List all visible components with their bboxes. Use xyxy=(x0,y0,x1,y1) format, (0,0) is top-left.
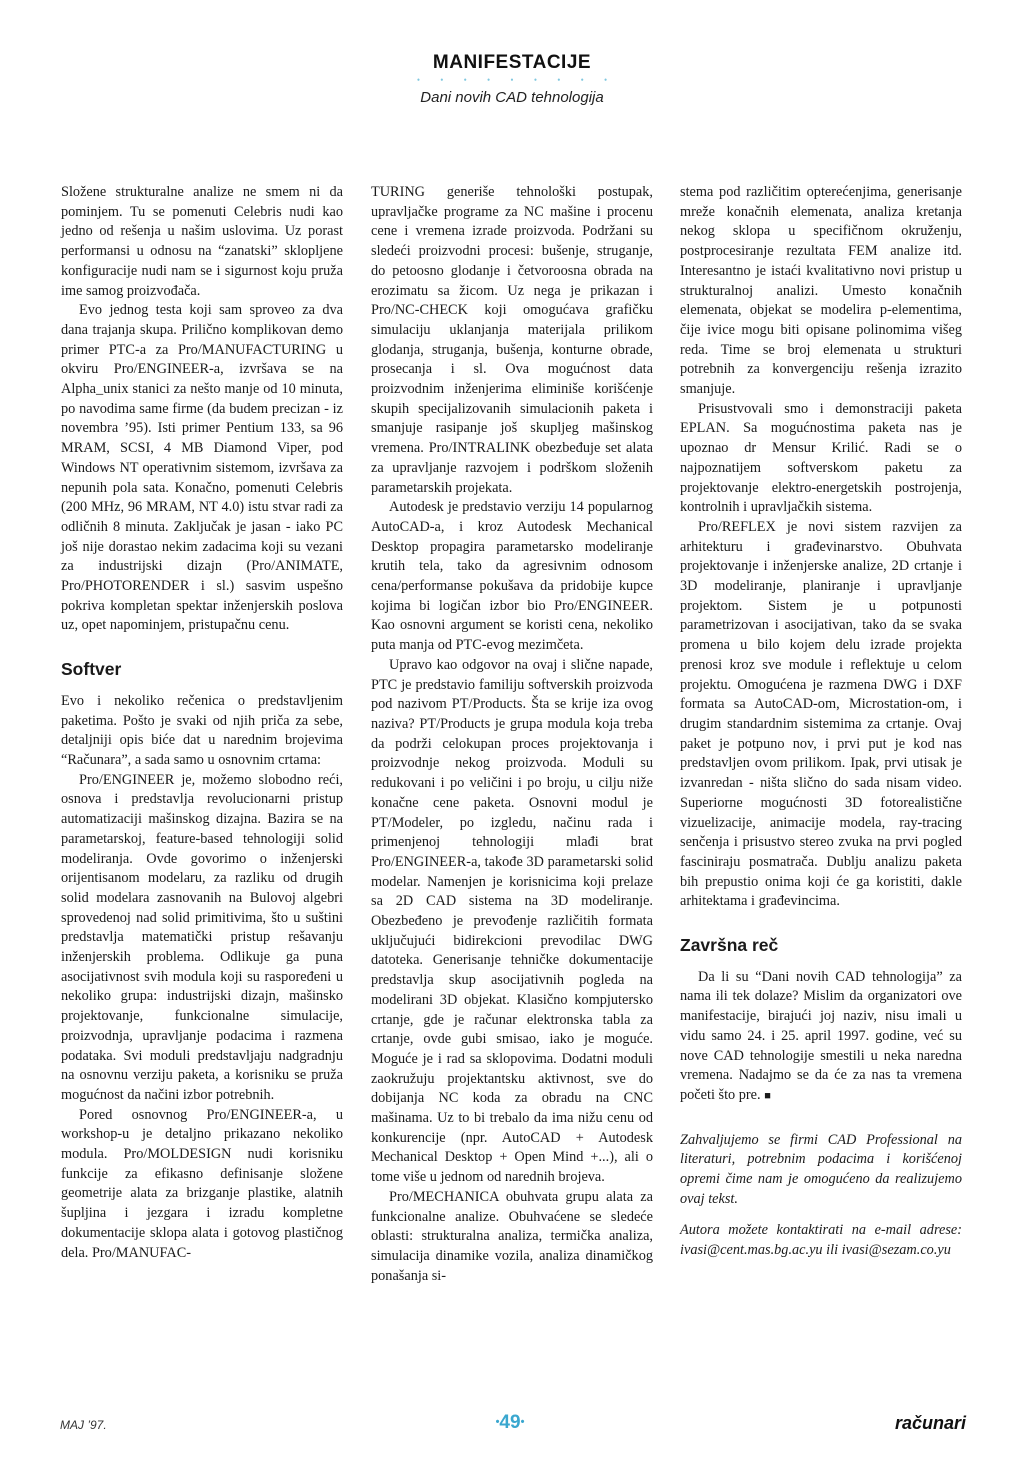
page-number-value: 49 xyxy=(499,1412,521,1433)
decorative-dots: • • • • • • • • • xyxy=(416,75,617,85)
paragraph: Pro/ENGINEER je, možemo slobodno reći, osnova i predstavlja revolucionarni pristup automatizaciji mašinskog dizajna. Bazira se na parametarskoj, feature-based tehnologiji solid modeliranja. Ovde govorimo o inženjerski orijentisanom modelaru, za razliku od drugih solid modelara zasnovanih na Bulovoj algebri sprovedenoj nad solid primitivima, što u suštini predstavlja matematički pristup rešavanju inženjerskih problema. Odlikuje ga puna asocijativnost svih modula koji su raspoređeni u nekoliko grupa: industrijski dizajn, mašinsko projektovanje, funkcionalne simulacije, proizvodnja, upravljanje podacima i razmena podataka. Svi moduli predstavljaju nadgradnju na osnovnu verziju paketa, a korisniku se pruža mogućnost da načini izbor potrebnih. xyxy=(61,771,343,1103)
issue-date: MAJ ’97. xyxy=(60,1418,107,1432)
article-column-3 xyxy=(680,183,962,1261)
paragraph: stema pod različitim opterećenjima, generisanje mreže konačnih elemenata, analiza kretanja nekog sklopa u specifičnom okruženju, postprocesiranje rezultata FEM analize itd. Interesantno je istaći kvalitativno novi pristup u strukturalnoj analizi. Umesto konačnih elemenata, objekat se modelira p-elementima, čije ivice mogu biti opisane polinomima višeg reda. Time se broj elemenata u strukturi potrebnih za konvergenciju rešenja izrazito smanjuje. xyxy=(680,184,962,398)
section-heading-softver: Softver xyxy=(61,659,122,680)
paragraph: Prisustvovali smo i demonstraciji paketa EPLAN. Sa mogućnostima paketa nas je upoznao dr Mensur Krilić. Radi se o najpoznatijem softverskom paketu za projektovanje elektro-energetskih postrojenja, kontrolnih i upravljačkih sistema. xyxy=(680,400,962,516)
paragraph: Pored osnovnog Pro/ENGINEER-a, u workshop-u je detaljno prikazano nekoliko modula. Pro/MOLDESIGN nudi korisniku funkcije za efikasno definisanje složene geometrije alata za brizganje plastike, alatnih šupljina i jezgara i izradu kompletne dokumentacije sklopa alata i gotovog plastičnog dela. Pro/MANUFAC- xyxy=(61,1106,343,1261)
closing-paragraph xyxy=(680,968,962,1107)
paragraph: TURING generiše tehnološki postupak, upravljačke programe za NC mašine i procenu cene i vremena izrade proizvoda. Podržani su sledeći proizvodni procesi: bušenje, struganje, do petoosno glodanje i četvoroosna obrada na erozimatu sa žicom. Uz nega je prikazan i Pro/NC-CHECK koji omogućava grafičku simulaciju uklanjanja materijala prilikom glodanja, struganja, bušenja, konturne obrade, prosecanja i sl. Ova mogućnost data proizvodnim inženjerima eliminiše korišćenje skupih specijalizovanih simulacionih paketa i smanjuje rasipanje još skupljeg mašinskog vremena. Pro/INTRALINK obezbeđuje set alata za upravljanje razvojem i podrškom složenih parametarskih projekata. xyxy=(371,184,653,496)
paragraph: Složene strukturalne analize ne smem ni da pominjem. Tu se pomenuti Celebris nudi kao jedno od rešenja u našim uslovima. Uz porast performansi u odnosu na “zanatski” sklopljene konfiguracije nudi nam se i sigurnost koju pruža ime samog proizvođača. xyxy=(61,184,343,299)
paragraph: Pro/REFLEX je novi sistem razvijen za arhitekturu i građevinarstvo. Obuhvata projektovanje i inženjerske analize, 2D crtanje i 3D modeliranje, planiranje i upravljanje projektom. Sistem je u potpunosti parametrizovan i asocijativan, tako da se svaka promena u bilo kojem delu izrade projekta prenosi kroz sve module i reflektuje u celom projektu. Omogućena je razmena DWG i DXF formata sa AutoCAD-om, Microstation-om, i drugim standardnim sistemima za crtanje. Ovaj paket je potpuno nov, i prvi put je kod nas predstavljen ovom prilikom. Ipak, prvi utisak je izvanredan - ništa slično do sada nisam video. Superiorne mogućnosti 3D fotorealistične vizuelizacije, animacije modela, ray-tracing senčenja i prisustvo stereo zvuka na prvi pogled fasciniraju posmatrača. Dublju analizu paketa bih prepustio onima koji će ga koristiti, dakle arhitektama i građevincima. xyxy=(680,518,962,910)
page-header xyxy=(0,52,1024,106)
acknowledgement: Zahvaljujemo se firmi CAD Professional na literaturi, potrebnim podacima i korišćenoj opremi čime nam je omogućeno da realizujemo ovaj tekst. xyxy=(680,1131,962,1207)
article-column-1 xyxy=(61,183,343,1263)
paragraph: Evo i nekoliko rečenica o predstavljenim paketima. Pošto je svaki od njih priča za sebe, detaljniji opis biće dat u narednim brojevima “Računara”, a sada samo u osnovnim crtama: xyxy=(61,692,343,768)
paragraph: Autodesk je predstavio verziju 14 popularnog AutoCAD-a, i kroz Autodesk Mechanical Desktop propagira parametarsko modeliranje krutih tela, tako da agresivnim odnosom cena/performanse pokušava da pridobije kupce kojima bi logičan izbor bio Pro/ENGINEER. Kao osnovni argument se koristi cena, nekoliko puta manja od PTC-evog mezimčeta. xyxy=(371,499,653,654)
paragraph: Upravo kao odgovor na ovaj i slične napade, PTC je predstavio familiju softverskih proizvoda pod nazivom PT/Products. Šta se krije iza ovog naziva? PT/Products je grupa modula koja treba da podrži celokupan proces projektovanja i proizvodnje nekog proizvoda. Moduli su redukovani i po veličini i po broju, u cilju niže konačne cene paketa. Osnovni modul je PT/Modeler, po izgledu, načinu rada i primenjenoj tehnologiji mlađi brat Pro/ENGINEER-a, takođe 3D parametarski solid modelar. Namenjen je korisnicima koji prelaze sa 2D CAD sistema na 3D modeliranje. Obezbeđeno je prevođenje različitih formata uključujući bidirekcioni prevodilac DWG datoteka. Generisanje tehničke dokumentacije predstavlja skup asocijativnih pogleda na modelirani 3D objekat. Klasično kompjutersko crtanje, gde je računar elektronska tabla za crtanje, ovde gubi smisao, iako je moguće. Moguće je i rad sa sklopovima. Dodatni moduli zaokružuju projektantsku aktivnost, sve do dobijanja NC koda za obradu na CNC mašinama. Uz to bi trebalo da ima nižu cenu od konkurencije (npr. AutoCAD + Autodesk Mechanical Desktop + Open Mind +...), ali o tome više u jednom od narednih brojeva. xyxy=(371,656,653,1186)
page-number xyxy=(455,1412,565,1434)
article-subtitle: Dani novih CAD tehnologija xyxy=(420,89,604,106)
paragraph: Evo jednog testa koji sam sproveo za dva dana trajanja skupa. Prilično komplikovan demo primer PTC-a za Pro/MANUFACTURING u okviru Pro/ENGINEER-a, izvršava se na Alpha_unix stanici za nešto manje od 10 minuta, po navodima same firme (da budem precizan - iz novembra ’95). Isti primer Pentium 133, sa 96 MRAM, SCSI, 4 MB Diamond Viper, pod Windows NT operativnim sistemom, izvršava za nepunih pola sata. Konačno, pomenuti Celebris (200 MHz, 96 MRAM, NT 4.0) istu stvar radi za odličnih 8 minuta. Zaključak je jasan - iako PC još nije dorastao nekim zadacima koji su vezani za industrijski dizajn (Pro/ANIMATE, Pro/PHOTORENDER i sl.) sasvim uspešno pokriva kompletan spektar inženjerskih poslova uz, opet napominjem, pristupačnu cenu. xyxy=(61,302,343,634)
magazine-logo: računari xyxy=(894,1413,966,1433)
closing-text: Da li su “Dani novih CAD tehnologija” za nama ili tek dolaze? Mislim da organizatori ove manifestacije, birajući joj naziv, nisu imali u vidu samo 24. i 25. april 1997. godine, već su nove CAD tehnologije smestili u neka naredna vremena. Nadajmo se da će za nas ta vremena početi što pre. xyxy=(680,968,962,1103)
paragraph: Pro/MECHANICA obuhvata grupu alata za funkcionalne analize. Obuhvaćene se sledeće oblasti: strukturalna analiza, termička analiza, simulacija dinamike vozila, analiza dinamičkog ponašanja si- xyxy=(371,1188,653,1284)
bullet-icon: • xyxy=(520,1416,525,1428)
bullet-icon: • xyxy=(495,1416,500,1428)
article-column-2 xyxy=(371,183,653,1286)
section-heading-zavrsna-rec: Završna reč xyxy=(680,935,779,956)
author-contact: Autora možete kontaktirati na e-mail adrese: ivasi@cent.mas.bg.ac.yu ili ivasi@sezam.co.yu xyxy=(680,1222,962,1259)
section-title: MANIFESTACIJE xyxy=(432,52,592,73)
end-mark-icon: ■ xyxy=(764,1089,771,1102)
